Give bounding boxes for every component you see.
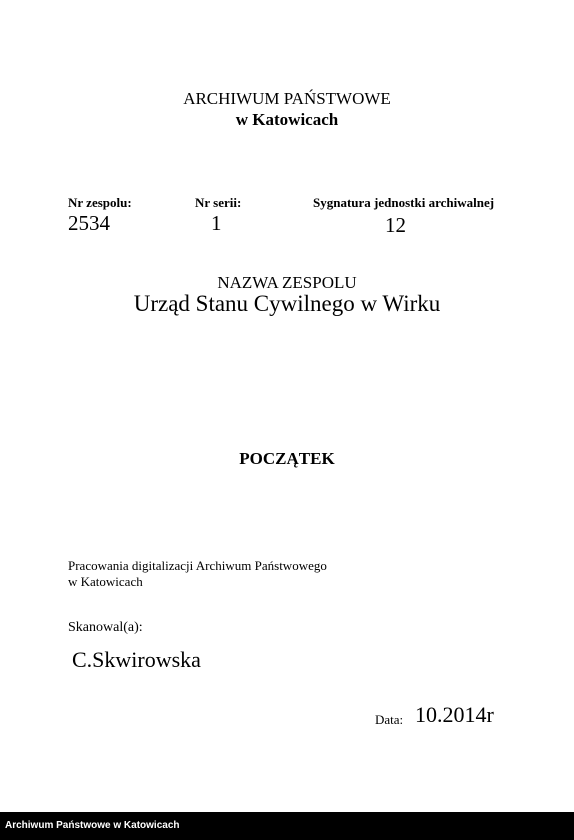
fonds-number: 2534 [68, 211, 110, 235]
digitization-lab-line-2: w Katowicach [68, 574, 143, 589]
signature-label: Sygnatura jednostki archiwalnej [313, 195, 495, 210]
date-value: 10.2014r [415, 702, 494, 727]
scanned-by-label: Skanowal(a): [68, 620, 143, 635]
footer-bar [0, 812, 574, 840]
archive-title: ARCHIWUM PAŃSTWOWE [183, 89, 391, 108]
series-number: 1 [211, 211, 222, 235]
signature-number: 12 [385, 213, 406, 237]
fonds-name-label: NAZWA ZESPOLU [217, 273, 357, 292]
footer-text: Archiwum Państwowe w Katowicach [5, 820, 180, 831]
fonds-name: Urząd Stanu Cywilnego w Wirku [133, 291, 441, 316]
digitization-lab-line-1: Pracowania digitalizacji Archiwum Państwowego [68, 558, 327, 573]
fonds-number-label: Nr zespolu: [68, 195, 132, 210]
series-number-label: Nr serii: [195, 195, 242, 210]
archive-city: w Katowicach [235, 110, 339, 129]
section-mark: POCZĄTEK [239, 449, 335, 468]
date-label: Data: [375, 712, 404, 727]
scanned-by-name: C.Skwirowska [72, 647, 201, 672]
